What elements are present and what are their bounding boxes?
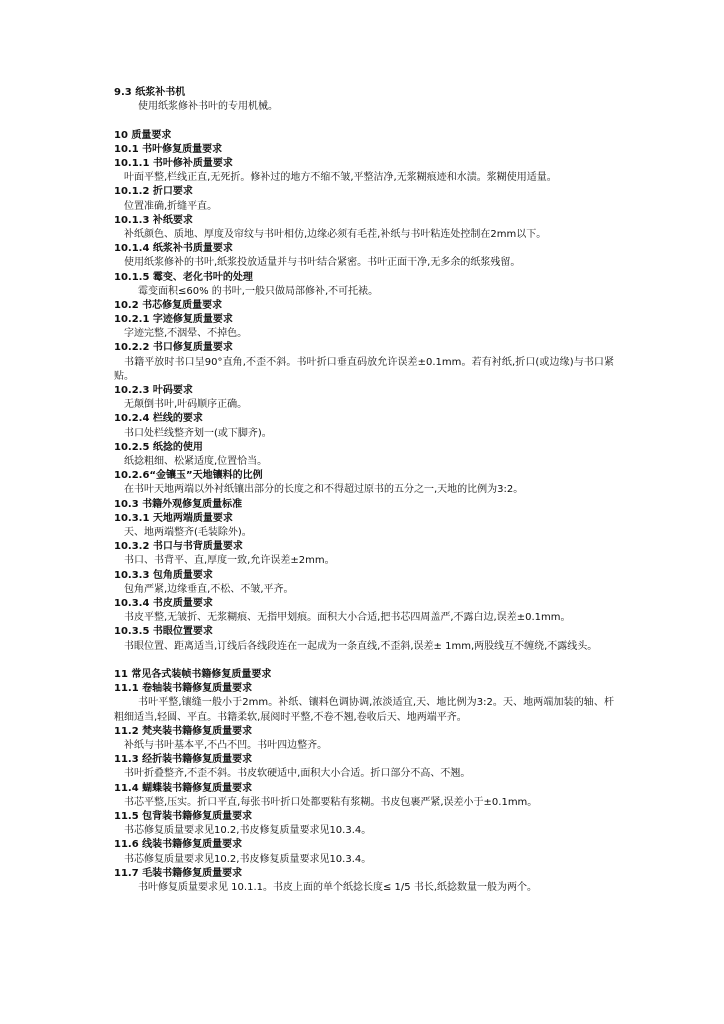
section-heading: 11 常见各式装帧书籍修复质量要求 [114, 668, 272, 680]
body-paragraph: 书皮平整,无皱折、无浆糊痕、无指甲划痕。面积大小合适,把书芯四周盖严,不露白边,误差±0.1mm。 [124, 612, 571, 624]
body-paragraph: 无颠倒书叶,叶码顺序正确。 [124, 399, 248, 411]
section-heading: 10.2.2 书口修复质量要求 [114, 342, 233, 354]
body-paragraph: 书叶修复质量要求见 10.1.1。书皮上面的单个纸捻长度≤ 1/5 书长,纸捻数量一般为两个。 [138, 881, 537, 893]
blank-line [114, 654, 614, 668]
section-heading: 11.2 梵夹装书籍修复质量要求 [114, 725, 253, 737]
body-paragraph: 书口、书背平、直,厚度一致,允许误差±2mm。 [124, 555, 335, 567]
body-paragraph: 包角严紧,边缘垂直,不松、不皱,平齐。 [124, 583, 294, 595]
body-paragraph: 天、地两端整齐(毛装除外)。 [124, 527, 252, 539]
body-paragraph: 使用纸浆修补的书叶,纸浆投放适量并与书叶结合紧密。书叶正面干净,无多余的纸浆残留。 [124, 257, 521, 269]
section-heading: 10.3.1 天地两端质量要求 [114, 512, 233, 524]
body-paragraph: 书芯平整,压实。折口平直,每张书叶折口处都要粘有浆糊。书皮包裹严紧,误差小于±0.1mm。 [124, 796, 538, 808]
section-heading: 10.2 书芯修复质量要求 [114, 299, 223, 311]
body-paragraph: 书芯修复质量要求见10.2,书皮修复质量要求见10.3.4。 [124, 825, 372, 837]
body-paragraph: 字迹完整,不洇晕、不掉色。 [124, 328, 248, 340]
section-heading: 10.1.1 书叶修补质量要求 [114, 157, 233, 169]
body-paragraph: 叶面平整,栏线正直,无死折。修补过的地方不缩不皱,平整洁净,无浆糊痕迹和水渍。浆糊使用适量。 [124, 172, 557, 184]
section-heading: 10.2.3 叶码要求 [114, 385, 193, 397]
body-paragraph: 使用纸浆修补书叶的专用机械。 [138, 101, 278, 113]
section-heading: 10.2.5 纸捻的使用 [114, 441, 203, 453]
body-paragraph: 补纸颜色、质地、厚度及帘纹与书叶相仿,边缘必须有毛茬,补纸与书叶粘连处控制在2mm以下。 [124, 228, 547, 240]
body-paragraph: 书口处栏线整齐划一(或下脚齐)。 [124, 427, 272, 439]
section-heading: 10.2.4 栏线的要求 [114, 413, 203, 425]
section-heading: 11.1 卷轴装书籍修复质量要求 [114, 683, 253, 695]
section-heading: 9.3 纸浆补书机 [114, 87, 186, 98]
section-heading: 11.6 线装书籍修复质量要求 [114, 839, 243, 851]
body-paragraph: 书叶折叠整齐,不歪不斜。书皮软硬适中,面积大小合适。折口部分不高、不翘。 [124, 768, 471, 780]
section-heading: 11.5 包背装书籍修复质量要求 [114, 810, 253, 822]
section-heading: 10.3 书籍外观修复质量标准 [114, 498, 243, 510]
section-heading: 10.1.2 折口要求 [114, 186, 193, 198]
body-paragraph: 纸捻粗细、松紧适度,位置恰当。 [124, 456, 268, 468]
section-heading: 10.3.3 包角质量要求 [114, 569, 213, 581]
section-heading: 10.3.5 书眼位置要求 [114, 626, 213, 638]
section-heading: 10.1 书叶修复质量要求 [114, 143, 223, 155]
document-body [114, 86, 614, 895]
section-heading: 11.7 毛装书籍修复质量要求 [114, 867, 243, 879]
body-paragraph: 书芯修复质量要求见10.2,书皮修复质量要求见10.3.4。 [124, 853, 372, 865]
blank-line [114, 114, 614, 128]
section-heading: 10.1.5 霉变、老化书叶的处理 [114, 271, 253, 283]
section-heading: 11.4 蝴蝶装书籍修复质量要求 [114, 782, 253, 794]
section-heading: 10.3.2 书口与书背质量要求 [114, 541, 243, 553]
section-heading: 10.1.3 补纸要求 [114, 214, 193, 226]
body-paragraph: 书籍平放时书口呈90°直角,不歪不斜。书叶折口垂直码放允许误差±0.1mm。若有衬纸,折口(或边缘)与书口紧贴。 [114, 356, 614, 382]
body-paragraph: 补纸与书叶基本平,不凸不凹。书叶四边整齐。 [124, 739, 328, 751]
section-heading: 10.1.4 纸浆补书质量要求 [114, 243, 233, 255]
section-heading: 11.3 经折装书籍修复质量要求 [114, 754, 253, 766]
body-paragraph: 在书叶天地两端以外衬纸镶出部分的长度之和不得超过原书的五分之一,天地的比例为3:2。 [124, 484, 524, 496]
body-paragraph: 书叶平整,镶缝一般小于2mm。补纸、镶料色调协调,浓淡适宜,天、地比例为3:2。天、地两端加装的轴、杆粗细适当,轻圆、平直。书籍柔软,展阅时平整,不卷不翘,卷收后天、地两端平齐。 [114, 697, 614, 723]
section-heading: 10 质量要求 [114, 129, 172, 141]
body-paragraph: 位置准确,折缝平直。 [124, 200, 218, 212]
section-heading: 10.2.6“金镶玉”天地镶料的比例 [114, 470, 263, 482]
section-heading: 10.3.4 书皮质量要求 [114, 598, 213, 609]
body-paragraph: 霉变面积≤60% 的书叶,一般只做局部修补,不可托裱。 [138, 285, 379, 297]
section-heading: 10.2.1 字迹修复质量要求 [114, 314, 233, 326]
body-paragraph: 书眼位置、距离适当,订线后各线段连在一起成为一条直线,不歪斜,误差± 1mm,两股线互不缠绕,不露线头。 [124, 640, 598, 652]
